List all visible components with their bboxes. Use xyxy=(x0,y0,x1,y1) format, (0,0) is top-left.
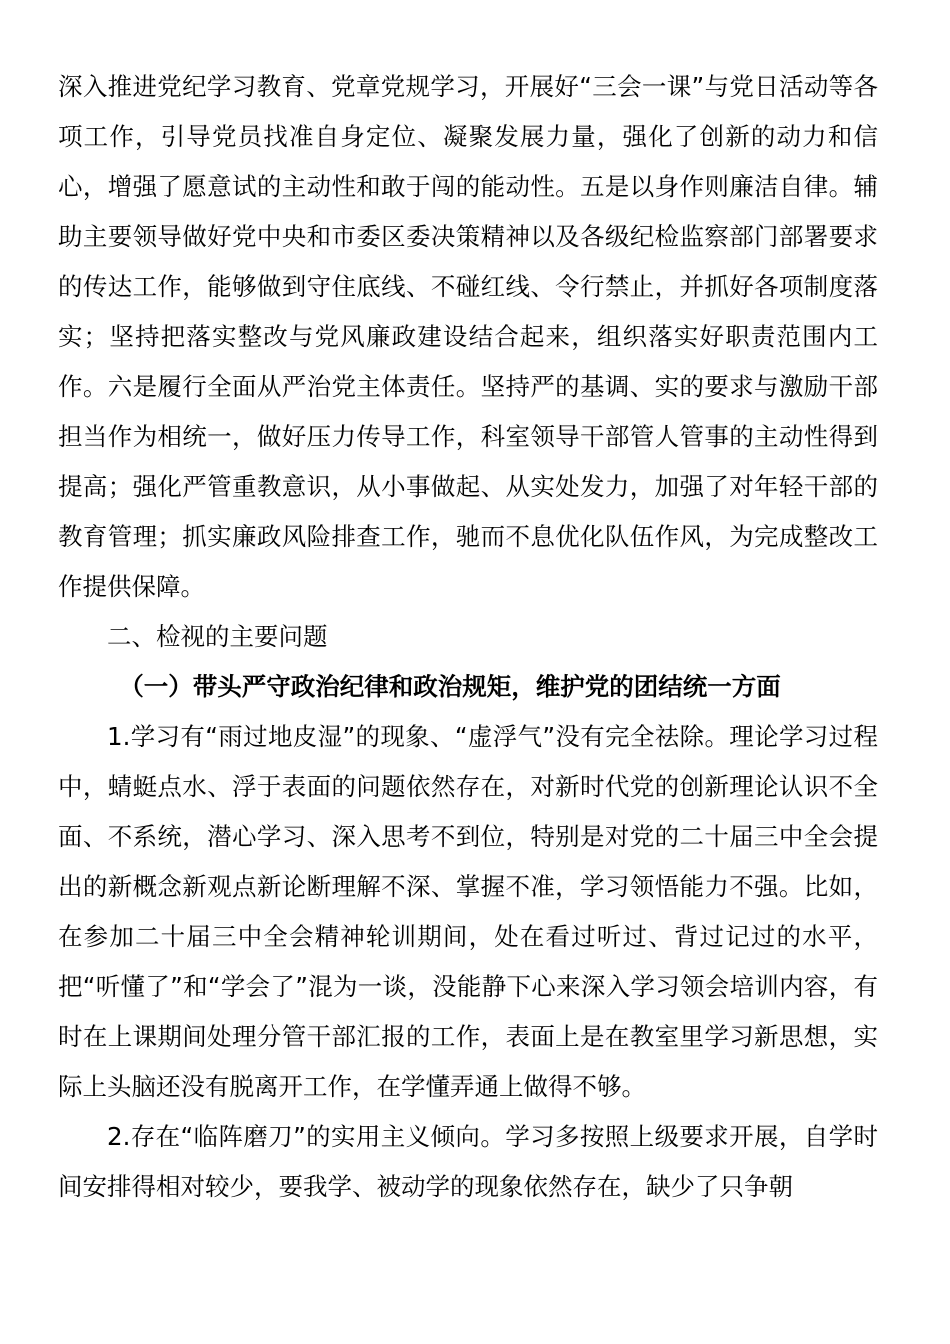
continuation-paragraph: 深入推进党纪学习教育、党章党规学习，开展好“三会一课”与党日活动等各项工作，引导党员找准自身定位、凝聚发展力量，强化了创新的动力和信心，增强了愿意试的主动性和敢于闯的能动性。五是以身作则廉洁自律。辅助主要领导做好党中央和市委区委决策精神以及各级纪检监察部门部署要求的传达工作，能够做到守住底线、不碰红线、令行禁止，并抓好各项制度落实；坚持把落实整改与党风廉政建设结合起来，组织落实好职责范围内工作。六是履行全面从严治党主体责任。坚持严的基调、实的要求与激励干部担当作为相统一，做好压力传导工作，科室领导干部管人管事的主动性得到提高；强化严管重教意识，从小事做起、从实处发力，加强了对年轻干部的教育管理；抓实廉政风险排查工作，驰而不息优化队伍作风，为完成整改工作提供保障。 xyxy=(58,72,878,601)
paragraph-item-2: 2.存在“临阵磨刀”的实用主义倾向。学习多按照上级要求开展，自学时间安排得相对较少，要我学、被动学的现象依然存在，缺少了只争朝 xyxy=(58,1122,878,1201)
document-page xyxy=(58,62,878,1212)
section-heading: 二、检视的主要问题 xyxy=(107,622,328,651)
paragraph-item-1: 1.学习有“雨过地皮湿”的现象、“虚浮气”没有完全祛除。理论学习过程中，蜻蜓点水、浮于表面的问题依然存在，对新时代党的创新理论认识不全面、不系统，潜心学习、深入思考不到位，特别是对党的二十届三中全会提出的新概念新观点新论断理解不深、掌握不准，学习领悟能力不强。比如，在参加二十届三中全会精神轮训期间，处在看过听过、背过记过的水平，把“听懂了”和“学会了”混为一谈，没能静下心来深入学习领会培训内容，有时在上课期间处理分管干部汇报的工作，表面上是在教室里学习新思想，实际上头脑还没有脱离开工作，在学懂弄通上做得不够。 xyxy=(58,722,878,1101)
subsection-heading: （一）带头严守政治纪律和政治规矩，维护党的团结统一方面 xyxy=(119,672,781,701)
